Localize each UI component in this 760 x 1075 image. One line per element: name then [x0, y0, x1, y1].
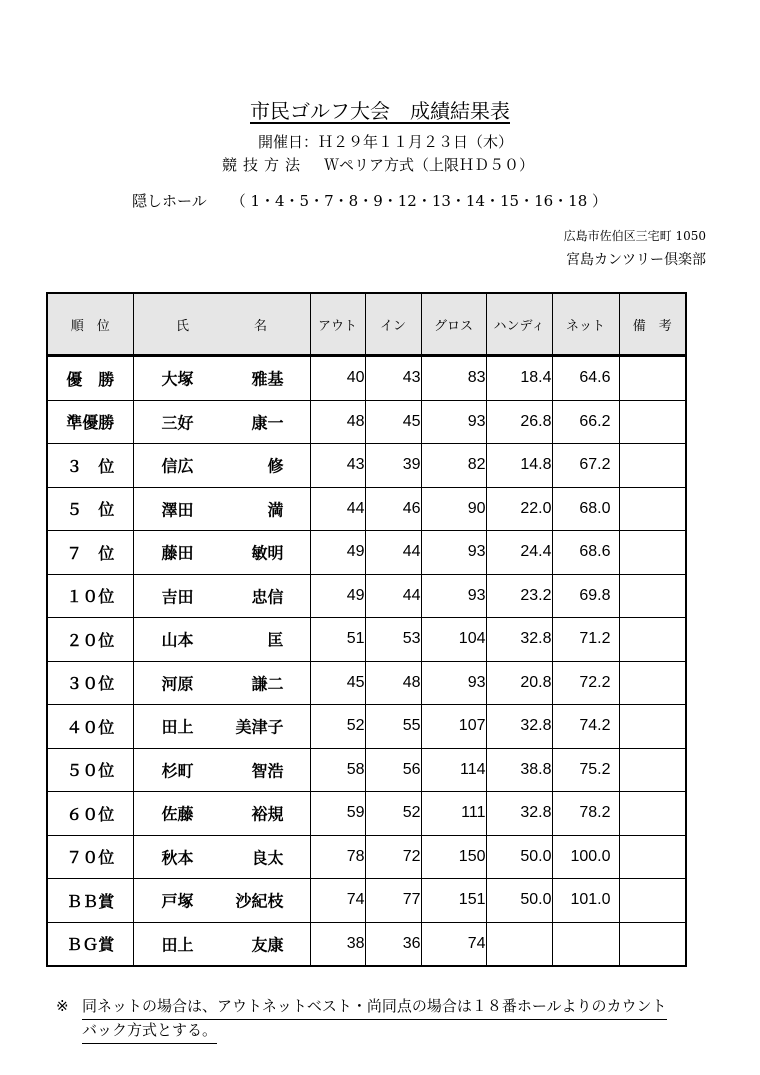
- note-line-2: バック方式とする。: [82, 1019, 217, 1044]
- gross-score: 114: [421, 748, 486, 792]
- net-score: 71.2: [552, 618, 619, 662]
- results-table: [46, 292, 687, 967]
- given-name: 敏明: [251, 543, 284, 563]
- net-score: 68.0: [552, 487, 619, 531]
- in-score: 39: [365, 444, 421, 488]
- gross-score: 93: [421, 531, 486, 575]
- name-cell: [133, 574, 310, 618]
- given-name: 良太: [251, 848, 284, 868]
- in-score: 48: [365, 661, 421, 705]
- remarks-cell: [619, 356, 686, 401]
- name-cell: [133, 705, 310, 749]
- remarks-cell: [619, 531, 686, 575]
- handicap: 26.8: [486, 400, 552, 444]
- header-out: アウト: [310, 293, 365, 356]
- handicap: 50.0: [486, 879, 552, 923]
- header-gross: グロス: [421, 293, 486, 356]
- surname: 田上: [161, 935, 194, 955]
- table-row: [47, 400, 686, 444]
- in-score: 56: [365, 748, 421, 792]
- out-score: 58: [310, 748, 365, 792]
- remarks-cell: [619, 661, 686, 705]
- header-rank: 順 位: [47, 293, 133, 356]
- given-name: 忠信: [251, 587, 284, 607]
- handicap: 18.4: [486, 356, 552, 401]
- net-score: 100.0: [552, 835, 619, 879]
- out-score: 40: [310, 356, 365, 401]
- table-row: [47, 748, 686, 792]
- out-score: 49: [310, 574, 365, 618]
- table-row: [47, 356, 686, 401]
- in-score: 36: [365, 922, 421, 966]
- handicap: 32.8: [486, 792, 552, 836]
- table-row: [47, 879, 686, 923]
- gross-score: 82: [421, 444, 486, 488]
- name-cell: [133, 879, 310, 923]
- surname: 佐藤: [161, 804, 194, 824]
- remarks-cell: [619, 705, 686, 749]
- header-remarks: 備 考: [619, 293, 686, 356]
- rank-cell: ５ 位: [47, 487, 133, 531]
- rank-cell: ４０位: [47, 705, 133, 749]
- given-name: 美津子: [235, 717, 284, 737]
- surname: 三好: [161, 413, 194, 433]
- name-cell: [133, 748, 310, 792]
- rank-cell: ５０位: [47, 748, 133, 792]
- in-score: 44: [365, 574, 421, 618]
- given-name: 沙紀枝: [235, 891, 284, 911]
- remarks-cell: [619, 618, 686, 662]
- surname: 戸塚: [161, 891, 194, 911]
- remarks-cell: [619, 792, 686, 836]
- rank-cell: ３０位: [47, 661, 133, 705]
- given-name: 修: [267, 456, 284, 476]
- document-title: 市民ゴルフ大会 成績結果表: [250, 99, 510, 123]
- gross-score: 83: [421, 356, 486, 401]
- header-net: ネット: [552, 293, 619, 356]
- table-header-row: [47, 293, 686, 356]
- venue-name: 宮島カンツリー倶楽部: [566, 252, 706, 268]
- rank-cell: 優 勝: [47, 356, 133, 401]
- out-score: 74: [310, 879, 365, 923]
- rank-cell: ６０位: [47, 792, 133, 836]
- name-cell: [133, 661, 310, 705]
- rank-cell: ２０位: [47, 618, 133, 662]
- in-score: 55: [365, 705, 421, 749]
- handicap: [486, 922, 552, 966]
- given-name: 裕規: [251, 804, 284, 824]
- table-row: [47, 705, 686, 749]
- net-score: 72.2: [552, 661, 619, 705]
- handicap: 24.4: [486, 531, 552, 575]
- given-name: 満: [267, 500, 284, 520]
- name-cell: [133, 922, 310, 966]
- hidden-holes: [132, 190, 607, 211]
- note-mark: ※: [56, 997, 69, 1015]
- gross-score: 151: [421, 879, 486, 923]
- remarks-cell: [619, 400, 686, 444]
- out-score: 43: [310, 444, 365, 488]
- remarks-cell: [619, 444, 686, 488]
- handicap: 22.0: [486, 487, 552, 531]
- name-cell: [133, 835, 310, 879]
- out-score: 48: [310, 400, 365, 444]
- table-row: [47, 922, 686, 966]
- rank-cell: ７０位: [47, 835, 133, 879]
- method-label: 競技方法: [222, 156, 307, 174]
- handicap: 23.2: [486, 574, 552, 618]
- remarks-cell: [619, 835, 686, 879]
- given-name: 康一: [251, 413, 284, 433]
- rank-cell: 準優勝: [47, 400, 133, 444]
- given-name: 謙二: [251, 674, 284, 694]
- in-score: 52: [365, 792, 421, 836]
- gross-score: 150: [421, 835, 486, 879]
- venue-address: 広島市佐伯区三宅町 1050: [563, 229, 706, 243]
- out-score: 59: [310, 792, 365, 836]
- net-score: 66.2: [552, 400, 619, 444]
- gross-score: 93: [421, 574, 486, 618]
- name-cell: [133, 618, 310, 662]
- given-name: 匡: [267, 630, 284, 650]
- net-score: 68.6: [552, 531, 619, 575]
- handicap: 50.0: [486, 835, 552, 879]
- remarks-cell: [619, 487, 686, 531]
- in-score: 72: [365, 835, 421, 879]
- method-value: Ｗペリア方式（上限ＨＤ５０）: [324, 156, 535, 174]
- competition-method: [222, 154, 534, 175]
- hidden-holes-value: （ 1・4・5・7・8・9・12・13・14・15・16・18 ）: [230, 192, 608, 210]
- net-score: [552, 922, 619, 966]
- in-score: 43: [365, 356, 421, 401]
- surname: 河原: [161, 674, 194, 694]
- table-row: [47, 574, 686, 618]
- surname: 澤田: [161, 500, 194, 520]
- name-cell: [133, 531, 310, 575]
- gross-score: 93: [421, 400, 486, 444]
- surname: 秋本: [161, 848, 194, 868]
- table-row: [47, 444, 686, 488]
- hidden-holes-label: 隠しホール: [132, 192, 207, 210]
- given-name: 智浩: [251, 761, 284, 781]
- gross-score: 74: [421, 922, 486, 966]
- in-score: 46: [365, 487, 421, 531]
- name-cell: [133, 792, 310, 836]
- gross-score: 104: [421, 618, 486, 662]
- header-handi: ハンディ: [486, 293, 552, 356]
- out-score: 38: [310, 922, 365, 966]
- out-score: 45: [310, 661, 365, 705]
- remarks-cell: [619, 922, 686, 966]
- out-score: 78: [310, 835, 365, 879]
- surname: 吉田: [161, 587, 194, 607]
- table-row: [47, 661, 686, 705]
- table-row: [47, 618, 686, 662]
- name-cell: [133, 444, 310, 488]
- surname: 田上: [161, 717, 194, 737]
- remarks-cell: [619, 748, 686, 792]
- in-score: 45: [365, 400, 421, 444]
- remarks-cell: [619, 879, 686, 923]
- name-cell: [133, 356, 310, 401]
- gross-score: 107: [421, 705, 486, 749]
- header-in: イン: [365, 293, 421, 356]
- surname: 杉町: [161, 761, 194, 781]
- net-score: 78.2: [552, 792, 619, 836]
- out-score: 51: [310, 618, 365, 662]
- handicap: 32.8: [486, 705, 552, 749]
- table-row: [47, 835, 686, 879]
- given-name: 友康: [251, 935, 284, 955]
- surname: 信広: [161, 456, 194, 476]
- surname: 大塚: [161, 369, 194, 389]
- out-score: 49: [310, 531, 365, 575]
- in-score: 44: [365, 531, 421, 575]
- surname: 山本: [161, 630, 194, 650]
- note-line-1: 同ネットの場合は、アウトネットベスト・尚同点の場合は１８番ホールよりのカウント: [82, 995, 667, 1020]
- gross-score: 93: [421, 661, 486, 705]
- net-score: 64.6: [552, 356, 619, 401]
- handicap: 20.8: [486, 661, 552, 705]
- net-score: 75.2: [552, 748, 619, 792]
- event-date: 開催日：Ｈ２９年１１月２３日（木）: [258, 133, 514, 151]
- rank-cell: ＢＧ賞: [47, 922, 133, 966]
- out-score: 52: [310, 705, 365, 749]
- net-score: 74.2: [552, 705, 619, 749]
- net-score: 101.0: [552, 879, 619, 923]
- header-name: 氏 名: [133, 293, 310, 356]
- net-score: 69.8: [552, 574, 619, 618]
- table-row: [47, 487, 686, 531]
- name-cell: [133, 400, 310, 444]
- in-score: 77: [365, 879, 421, 923]
- handicap: 32.8: [486, 618, 552, 662]
- rank-cell: ＢＢ賞: [47, 879, 133, 923]
- rank-cell: １０位: [47, 574, 133, 618]
- table-row: [47, 531, 686, 575]
- in-score: 53: [365, 618, 421, 662]
- surname: 藤田: [161, 543, 194, 563]
- rank-cell: ３ 位: [47, 444, 133, 488]
- gross-score: 90: [421, 487, 486, 531]
- handicap: 38.8: [486, 748, 552, 792]
- rank-cell: ７ 位: [47, 531, 133, 575]
- given-name: 雅基: [251, 369, 284, 389]
- handicap: 14.8: [486, 444, 552, 488]
- out-score: 44: [310, 487, 365, 531]
- table-row: [47, 792, 686, 836]
- gross-score: 111: [421, 792, 486, 836]
- net-score: 67.2: [552, 444, 619, 488]
- remarks-cell: [619, 574, 686, 618]
- name-cell: [133, 487, 310, 531]
